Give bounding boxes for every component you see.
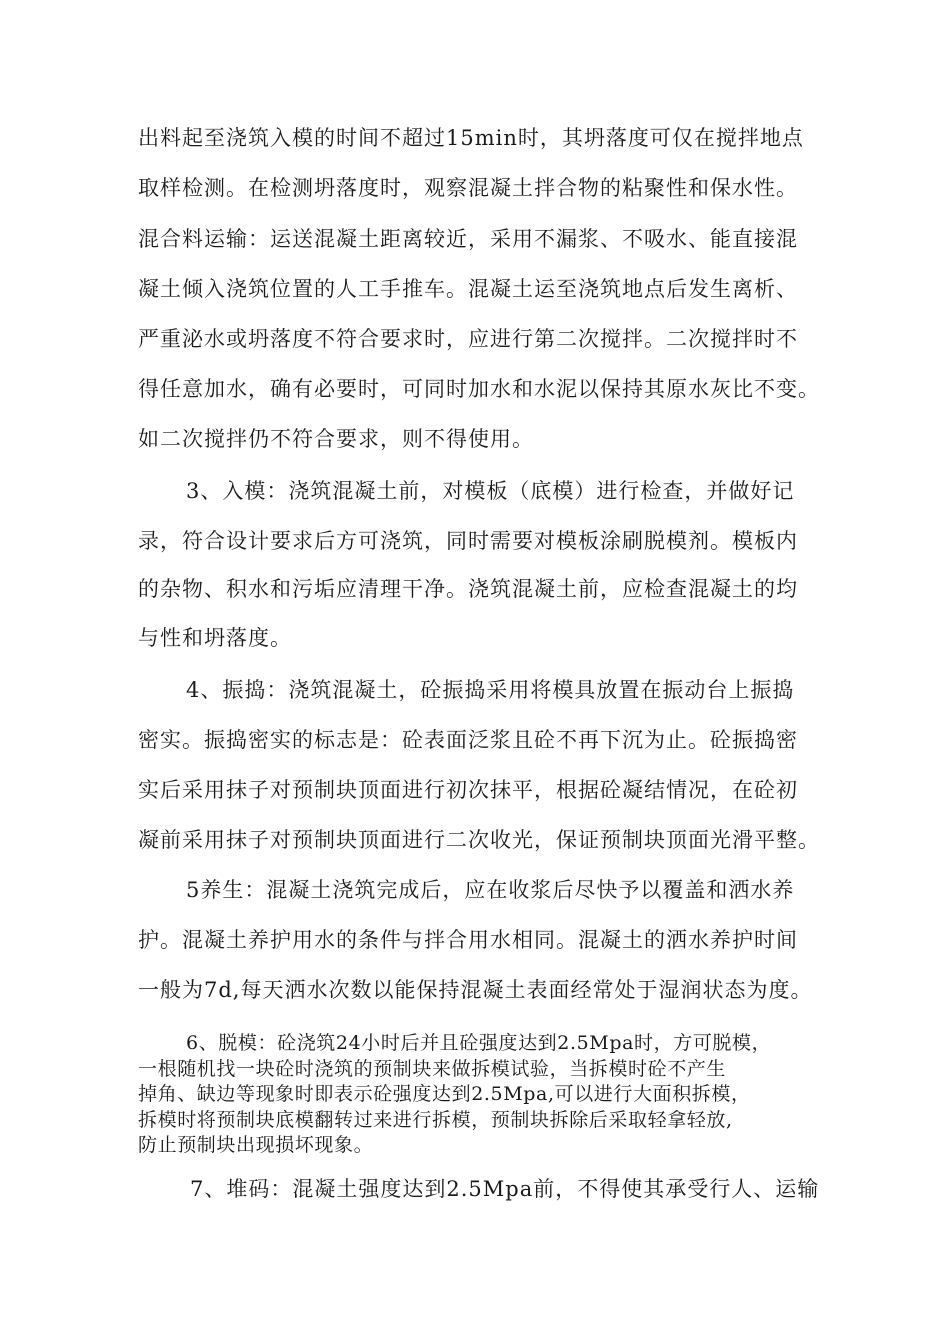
text-line: 拆模时将预制块底模翻转过来进行拆模，预制块拆除后采取轻拿轻放, — [138, 1109, 733, 1131]
text-line: 的杂物、积水和污垢应清理干净。浇筑混凝土前，应检查混凝土的均 — [138, 577, 798, 601]
text-line: 一根随机找一块砼时浇筑的预制块来做拆模试验，当拆模时砼不产生 — [138, 1058, 727, 1080]
text-line: 实后采用抹子对预制块顶面进行初次抹平，根据砼凝结情况，在砼初 — [138, 778, 798, 802]
text-line: 掉角、缺边等现象时即表示砼强度达到2.5Mpa,可以进行大面积拆模， — [138, 1083, 751, 1105]
paragraph-4-start: 4、振捣：浇筑混凝土，砼振捣采用将模具放置在振动台上振捣 — [186, 678, 795, 702]
paragraph-6-start: 6、脱模：砼浇筑24小时后并且砼强度达到2.5Mpa时，方可脱模， — [186, 1032, 772, 1054]
text-line: 如二次搅拌仍不符合要求，则不得使用。 — [138, 427, 534, 451]
text-line: 取样检测。在检测坍落度时，观察混凝土拌合物的粘聚性和保水性。 — [138, 176, 798, 200]
text-line: 录，符合设计要求后方可浇筑，同时需要对模板涂刷脱模剂。模板内 — [138, 529, 798, 553]
text-line: 一般为7d,每天洒水次数以能保持混凝土表面经常处于湿润状态为度。 — [138, 978, 813, 1002]
text-line: 凝前采用抹子对预制块顶面进行二次收光，保证预制块顶面光滑平整。 — [138, 828, 820, 852]
text-line: 护。混凝土养护用水的条件与拌合用水相同。混凝土的洒水养护时间 — [138, 928, 798, 952]
text-line: 混合料运输：运送混凝土距离较近，采用不漏浆、不吸水、能直接混 — [138, 227, 798, 251]
text-line: 密实。振捣密实的标志是：砼表面泛浆且砼不再下沉为止。砼振捣密 — [138, 728, 798, 752]
text-line: 出料起至浇筑入模的时间不超过15min时，其坍落度可仅在搅拌地点 — [138, 126, 804, 150]
text-line: 凝土倾入浇筑位置的人工手推车。混凝土运至浇筑地点后发生离析、 — [138, 277, 798, 301]
paragraph-7-start: 7、堆码：混凝土强度达到2.5Mpa前，不得使其承受行人、运输 — [190, 1177, 820, 1201]
text-line: 防止预制块出现损坏现象。 — [138, 1134, 374, 1156]
text-line: 与性和坍落度。 — [138, 626, 292, 650]
text-line: 严重泌水或坍落度不符合要求时，应进行第二次搅拌。二次搅拌时不 — [138, 327, 798, 351]
paragraph-5-start: 5养生：混凝土浇筑完成后，应在收浆后尽快予以覆盖和洒水养 — [186, 878, 795, 902]
text-line: 得任意加水，确有必要时，可同时加水和水泥以保持其原水灰比不变。 — [138, 377, 820, 401]
paragraph-3-start: 3、入模：浇筑混凝土前，对模板（底模）进行检查，并做好记 — [186, 479, 795, 503]
